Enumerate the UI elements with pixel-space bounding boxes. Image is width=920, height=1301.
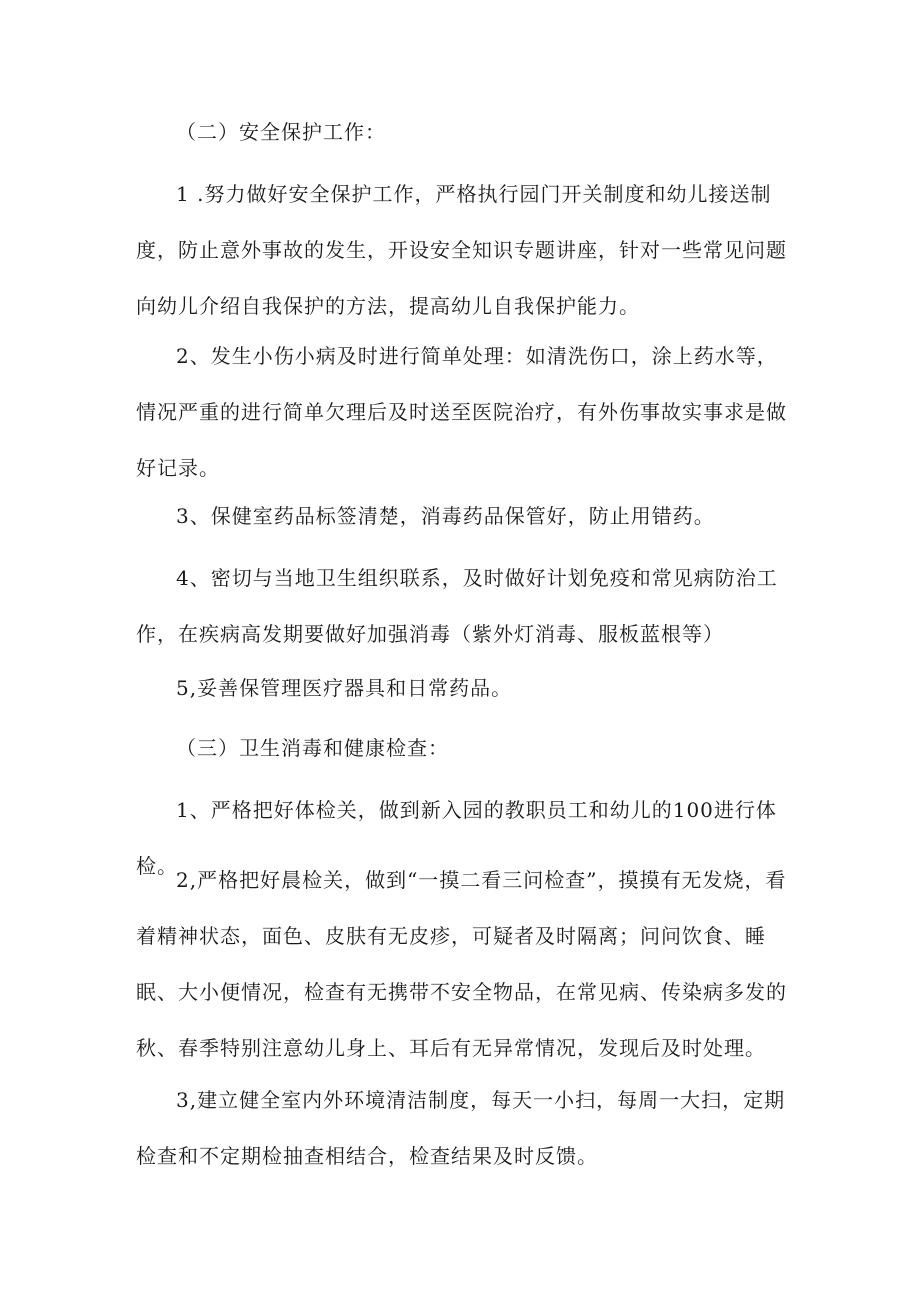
paragraph-hygiene-item-1: 1、严格把好体检关，做到新入园的教职员工和幼儿的100进行体检。 bbox=[136, 798, 777, 878]
paragraph-hygiene-item-3: 3,建立健全室内外环境清洁制度，每天一小扫，每周一大扫，定期检查和不定期检抽查相结合，检查结果及时反馈。 bbox=[136, 1088, 786, 1168]
paragraph-safety-item-2: 2、发生小伤小病及时进行简单处理：如清洗伤口，涂上药水等，情况严重的进行简单欠理后及时送至医院治疗，有外伤事故实事求是做好记录。 bbox=[136, 344, 787, 480]
section-heading-safety: （二）安全保护工作： bbox=[176, 120, 386, 144]
paragraph-safety-item-5: 5,妥善保管理医疗器具和日常药品。 bbox=[176, 676, 513, 700]
paragraph-safety-item-1: 1 .努力做好安全保护工作，严格执行园门开关制度和幼儿接送制度，防止意外事故的发生，开设安全知识专题讲座，针对一些常见问题向幼儿介绍自我保护的方法，提高幼儿自我保护能力。 bbox=[136, 182, 787, 318]
paragraph-safety-item-4: 4、密切与当地卫生组织联系，及时做好计划免疫和常见病防治工作，在疾病高发期要做好加强消毒（紫外灯消毒、服板蓝根等） bbox=[136, 566, 778, 646]
paragraph-safety-item-3: 3、保健室药品标签清楚，消毒药品保管好，防止用错药。 bbox=[176, 504, 715, 528]
paragraph-hygiene-item-2: 2,严格把好晨检关，做到“一摸二看三问检查”，摸摸有无发烧，看着精神状态，面色、皮肤有无皮疹，可疑者及时隔离；问问饮食、睡眠、大小便情况，检查有无携带不安全物品，在常见病、传染病多发的秋、春季特别注意幼儿身上、耳后有无异常情况，发现后及时处理。 bbox=[136, 868, 787, 1060]
section-heading-hygiene: （三）卫生消毒和健康检查： bbox=[176, 736, 449, 760]
